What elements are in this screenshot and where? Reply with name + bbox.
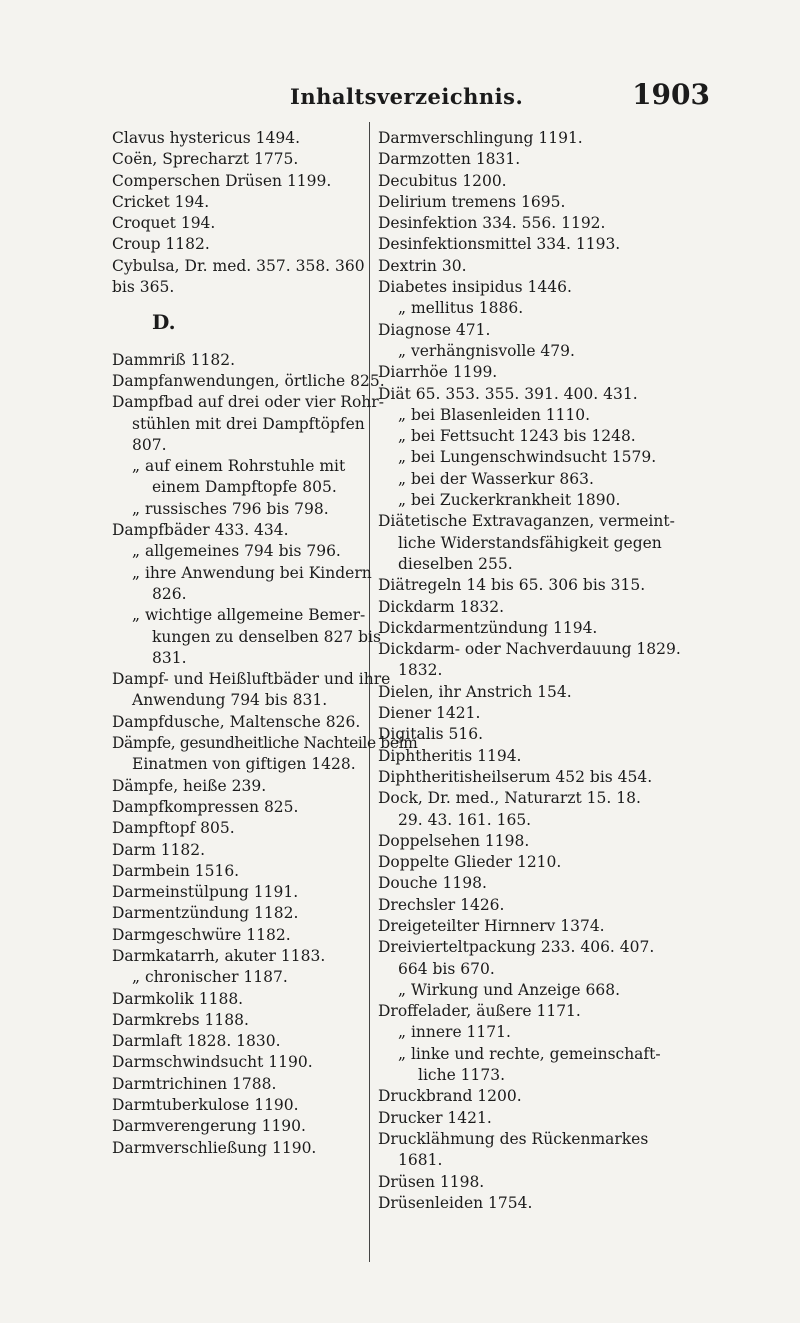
index-entry-continued: 29. 43. 161. 165.: [398, 810, 532, 829]
index-entry: Darmzotten 1831.: [378, 150, 521, 169]
index-entry: Delirium tremens 1695.: [378, 192, 566, 211]
index-subentry: „ bei Lungenschwindsucht 1579.: [398, 448, 657, 467]
index-entry: Darm 1182.: [112, 840, 206, 859]
index-entry: Comperschen Drüsen 1199.: [112, 171, 332, 190]
index-entry-continued: 826.: [152, 584, 187, 603]
index-entry: Dielen, ihr Anstrich 154.: [378, 682, 572, 701]
index-entry: Dampfdusche, Maltensche 826.: [112, 712, 361, 731]
index-entry: Dampfanwendungen, örtliche 825.: [112, 371, 385, 390]
index-entry: Dampfkompressen 825.: [112, 797, 299, 816]
index-subentry: „ allgemeines 794 bis 796.: [132, 542, 341, 561]
index-entry: Dickdarm- oder Nachverdauung 1829.: [378, 640, 681, 659]
index-entry: Dammriß 1182.: [112, 350, 236, 369]
index-column-left: [112, 128, 418, 1159]
index-entry: Diphtheritis 1194.: [378, 746, 522, 765]
index-entry: Drucklähmung des Rückenmarkes: [378, 1129, 649, 1148]
running-title: Inhaltsverzeichnis.: [290, 84, 524, 109]
index-entry: Druckbrand 1200.: [378, 1087, 522, 1106]
index-subentry: „ bei der Wasserkur 863.: [398, 469, 594, 488]
index-entry-continued: Einatmen von giftigen 1428.: [132, 755, 356, 774]
index-entry-continued: 831.: [152, 648, 187, 667]
index-entry: Doppelte Glieder 1210.: [378, 853, 562, 872]
index-entry: Darmverschlingung 1191.: [378, 129, 583, 147]
index-entry-continued: Anwendung 794 bis 831.: [132, 691, 328, 710]
index-entry-continued: 1832.: [398, 661, 443, 680]
index-entry: Dickdarm 1832.: [378, 597, 505, 616]
index-entry: Dreivierteltpackung 233. 406. 407.: [378, 938, 655, 957]
index-entry: Droffelader, äußere 1171.: [378, 1002, 581, 1021]
index-entry: Dock, Dr. med., Naturarzt 15. 18.: [378, 789, 641, 808]
index-entry: Dampfbäder 433. 434.: [112, 521, 289, 540]
index-subentry: „ verhängnisvolle 479.: [398, 341, 575, 360]
index-entry: Darmschwindsucht 1190.: [112, 1053, 313, 1072]
index-entry: Darmgeschwüre 1182.: [112, 925, 291, 944]
index-entry: Dampf- und Heißluftbäder und ihre: [112, 670, 391, 689]
index-subentry: „ linke und rechte, gemeinschaft-: [398, 1044, 661, 1063]
index-entry-continued: 664 bis 670.: [398, 959, 495, 978]
index-entry-continued: stühlen mit drei Dampftöpfen: [132, 414, 365, 433]
index-subentry: „ Wirkung und Anzeige 668.: [398, 980, 621, 999]
index-subentry: „ mellitus 1886.: [398, 299, 524, 318]
index-entry: Darmkatarrh, akuter 1183.: [112, 946, 326, 965]
index-entry: Croquet 194.: [112, 214, 216, 233]
index-entry: Dreigeteilter Hirnnerv 1374.: [378, 916, 605, 935]
index-entry: Darmtuberkulose 1190.: [112, 1096, 299, 1115]
index-subentry: „ innere 1171.: [398, 1023, 511, 1042]
index-entry: Darmtrichinen 1788.: [112, 1074, 277, 1093]
index-entry: Cricket 194.: [112, 192, 210, 211]
page-header: [0, 78, 800, 124]
index-entry: Coën, Sprecharzt 1775.: [112, 150, 299, 169]
index-entry: Darmeinstülpung 1191.: [112, 883, 299, 902]
index-entry: Dampfbad auf drei oder vier Rohr-: [112, 393, 384, 412]
index-entry: Diener 1421.: [378, 704, 481, 723]
index-entry: Diarrhöe 1199.: [378, 363, 498, 382]
index-entry: Diätetische Extravaganzen, vermeint-: [378, 512, 675, 531]
index-entry: Digitalis 516.: [378, 725, 484, 744]
index-subentry: „ wichtige allgemeine Bemer-: [132, 606, 366, 625]
index-entry-continued: liche 1173.: [418, 1066, 506, 1085]
index-entry: Darmverschließung 1190.: [112, 1138, 317, 1157]
page-number: 1903: [632, 78, 710, 111]
index-entry: Douche 1198.: [378, 874, 487, 893]
index-entry: Clavus hystericus 1494.: [112, 129, 301, 147]
index-entry-continued: 1681.: [398, 1151, 443, 1170]
index-entry: Darmkolik 1188.: [112, 989, 244, 1008]
index-entry: Dextrin 30.: [378, 256, 467, 275]
index-entry: Dämpfe, heiße 239.: [112, 776, 267, 795]
section-letter: D.: [152, 310, 176, 335]
index-entry: Diagnose 471.: [378, 320, 491, 339]
index-entry: Drüsen 1198.: [378, 1172, 485, 1191]
index-entry: Doppelsehen 1198.: [378, 831, 530, 850]
index-entry: Dämpfe, gesundheitliche Nachteile beim: [112, 734, 418, 753]
index-entry: Cybulsa, Dr. med. 357. 358. 360: [112, 256, 365, 275]
index-entry: Diphtheritisheilserum 452 bis 454.: [378, 767, 653, 786]
index-entry-continued: einem Dampftopfe 805.: [152, 478, 337, 497]
index-entry: Darmentzündung 1182.: [112, 904, 299, 923]
index-entry: Desinfektion 334. 556. 1192.: [378, 214, 606, 233]
index-subentry: „ russisches 796 bis 798.: [132, 499, 329, 518]
index-entry: Decubitus 1200.: [378, 171, 507, 190]
index-entry: Dampftopf 805.: [112, 819, 235, 838]
index-subentry: „ ihre Anwendung bei Kindern: [132, 563, 372, 582]
index-subentry: „ bei Zuckerkrankheit 1890.: [398, 491, 621, 510]
index-entry: Desinfektionsmittel 334. 1193.: [378, 235, 621, 254]
index-entry-continued: liche Widerstandsfähigkeit gegen: [398, 533, 662, 552]
index-entry-continued: dieselben 255.: [398, 554, 513, 573]
index-entry: Croup 1182.: [112, 235, 210, 254]
index-subentry: „ bei Blasenleiden 1110.: [398, 405, 591, 424]
index-entry: Drechsler 1426.: [378, 895, 505, 914]
index-entry: Darmlaft 1828. 1830.: [112, 1032, 281, 1051]
index-entry: Darmbein 1516.: [112, 861, 240, 880]
index-entry: Diätregeln 14 bis 65. 306 bis 315.: [378, 576, 646, 595]
index-entry: Darmkrebs 1188.: [112, 1010, 249, 1029]
index-entry-continued: 807.: [132, 435, 167, 454]
index-subentry: „ chronischer 1187.: [132, 968, 288, 987]
index-entry: Drüsenleiden 1754.: [378, 1193, 533, 1212]
index-entry: Diabetes insipidus 1446.: [378, 278, 572, 297]
index-entry-continued: kungen zu denselben 827 bis: [152, 627, 381, 646]
index-subentry: „ auf einem Rohrstuhle mit: [132, 457, 346, 476]
index-subentry: „ bei Fettsucht 1243 bis 1248.: [398, 427, 636, 446]
index-entry: Dickdarmentzündung 1194.: [378, 618, 598, 637]
index-entry: Diät 65. 353. 355. 391. 400. 431.: [378, 384, 638, 403]
index-entry: Drucker 1421.: [378, 1108, 492, 1127]
index-column-right: [378, 128, 681, 1214]
index-entry: Darmverengerung 1190.: [112, 1117, 306, 1136]
index-entry: bis 365.: [112, 278, 175, 297]
